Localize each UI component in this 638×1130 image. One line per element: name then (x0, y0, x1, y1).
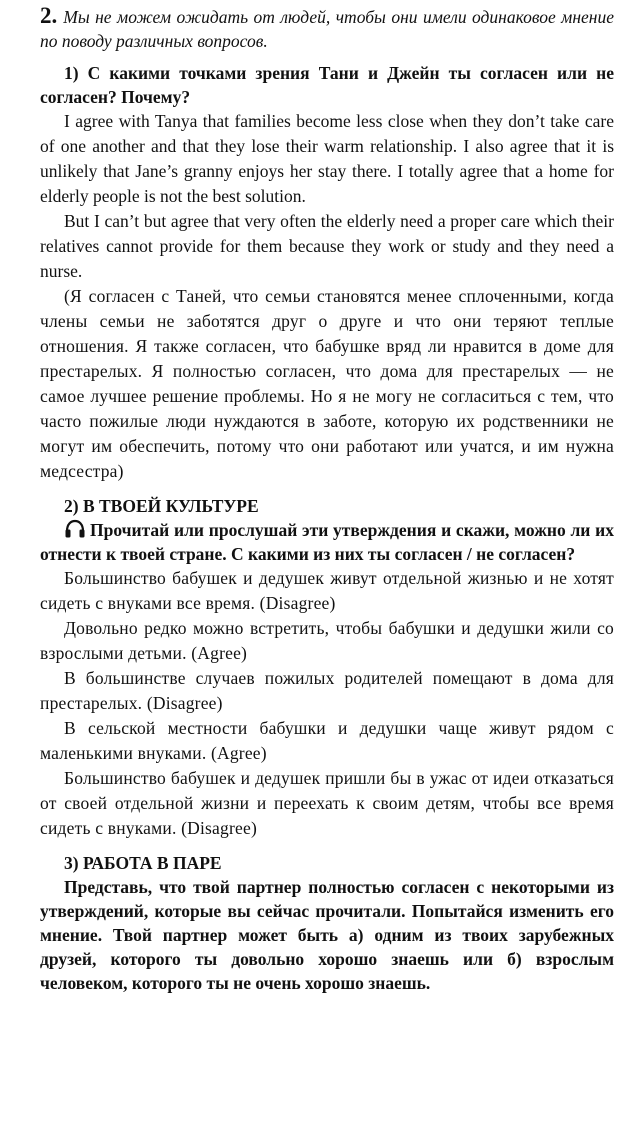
task-header (40, 4, 614, 53)
section2-instruction (40, 518, 614, 566)
statement: Большинство бабушек и дедушек живут отдельной жизнью и не хотят сидеть с внуками все время. (Disagree) (40, 568, 614, 613)
statement: В большинстве случаев пожилых родителей помещают в дома для престарелых. (Disagree) (40, 668, 614, 713)
task-number: 2. (40, 3, 58, 28)
task-header-text: Мы не можем ожидать от людей, чтобы они имели одинаковое мнение по поводу различных вопросов. (40, 7, 614, 51)
section1-question: 1) С какими точками зрения Тани и Джейн ты согласен или не согласен? Почему? (40, 63, 614, 107)
answer-paragraph-1: I agree with Tanya that families become less close when they don’t take care of one another and that they lose their warm relationship. I also agree that it is unlikely that Jane’s granny enjoys her stay there. I totally agree that a home for elderly people is not the best solution. (40, 111, 614, 206)
headphones-icon (64, 519, 86, 539)
section2-instruction-text: Прочитай или прослушай эти утверждения и скажи, можно ли их отнести к твоей стране. С какими из них ты согласен / не согласен? (40, 520, 614, 564)
answer-translation: (Я согласен с Таней, что семьи становятся менее сплоченными, когда члены семьи не заботятся друг о друге и что они теряют теплые отношения. Я также согласен, что бабушке вряд ли нравится в доме для престарелых. Я полностью согласен, что дома для престарелых — не самое лучшее решение проблемы. Но я не могу не согласиться с тем, что часто пожилые люди нуждаются в заботе, которую их родственники не могут им обеспечить, потому что они работают или учатся, и им нужна медсестра) (40, 286, 614, 481)
statement: Довольно редко можно встретить, чтобы бабушки и дедушки жили со взрослыми детьми. (Agree) (40, 618, 614, 663)
section3-instruction: Представь, что твой партнер полностью согласен с некоторыми из утверждений, которые вы сейчас прочитали. Попытайся изменить его мнение. Твой партнер может быть а) одним из твоих зарубежных друзей, которого ты довольно хорошо знаешь или б) взрослым человеком, которого ты не очень хорошо знаешь. (40, 877, 614, 993)
answer-paragraph-2: But I can’t but agree that very often the elderly need a proper care which their relatives cannot provide for them because they work or study and they need a nurse. (40, 211, 614, 281)
section2-title: 2) В ТВОЕЙ КУЛЬТУРЕ (64, 496, 259, 516)
statement: Большинство бабушек и дедушек пришли бы в ужас от идеи отказаться от своей отдельной жизни и переехать к своим детям, чтобы все время сидеть с внуками. (Disagree) (40, 768, 614, 838)
statement: В сельской местности бабушки и дедушки чаще живут рядом с маленькими внуками. (Agree) (40, 718, 614, 763)
section3-title: 3) РАБОТА В ПАРЕ (64, 853, 222, 873)
